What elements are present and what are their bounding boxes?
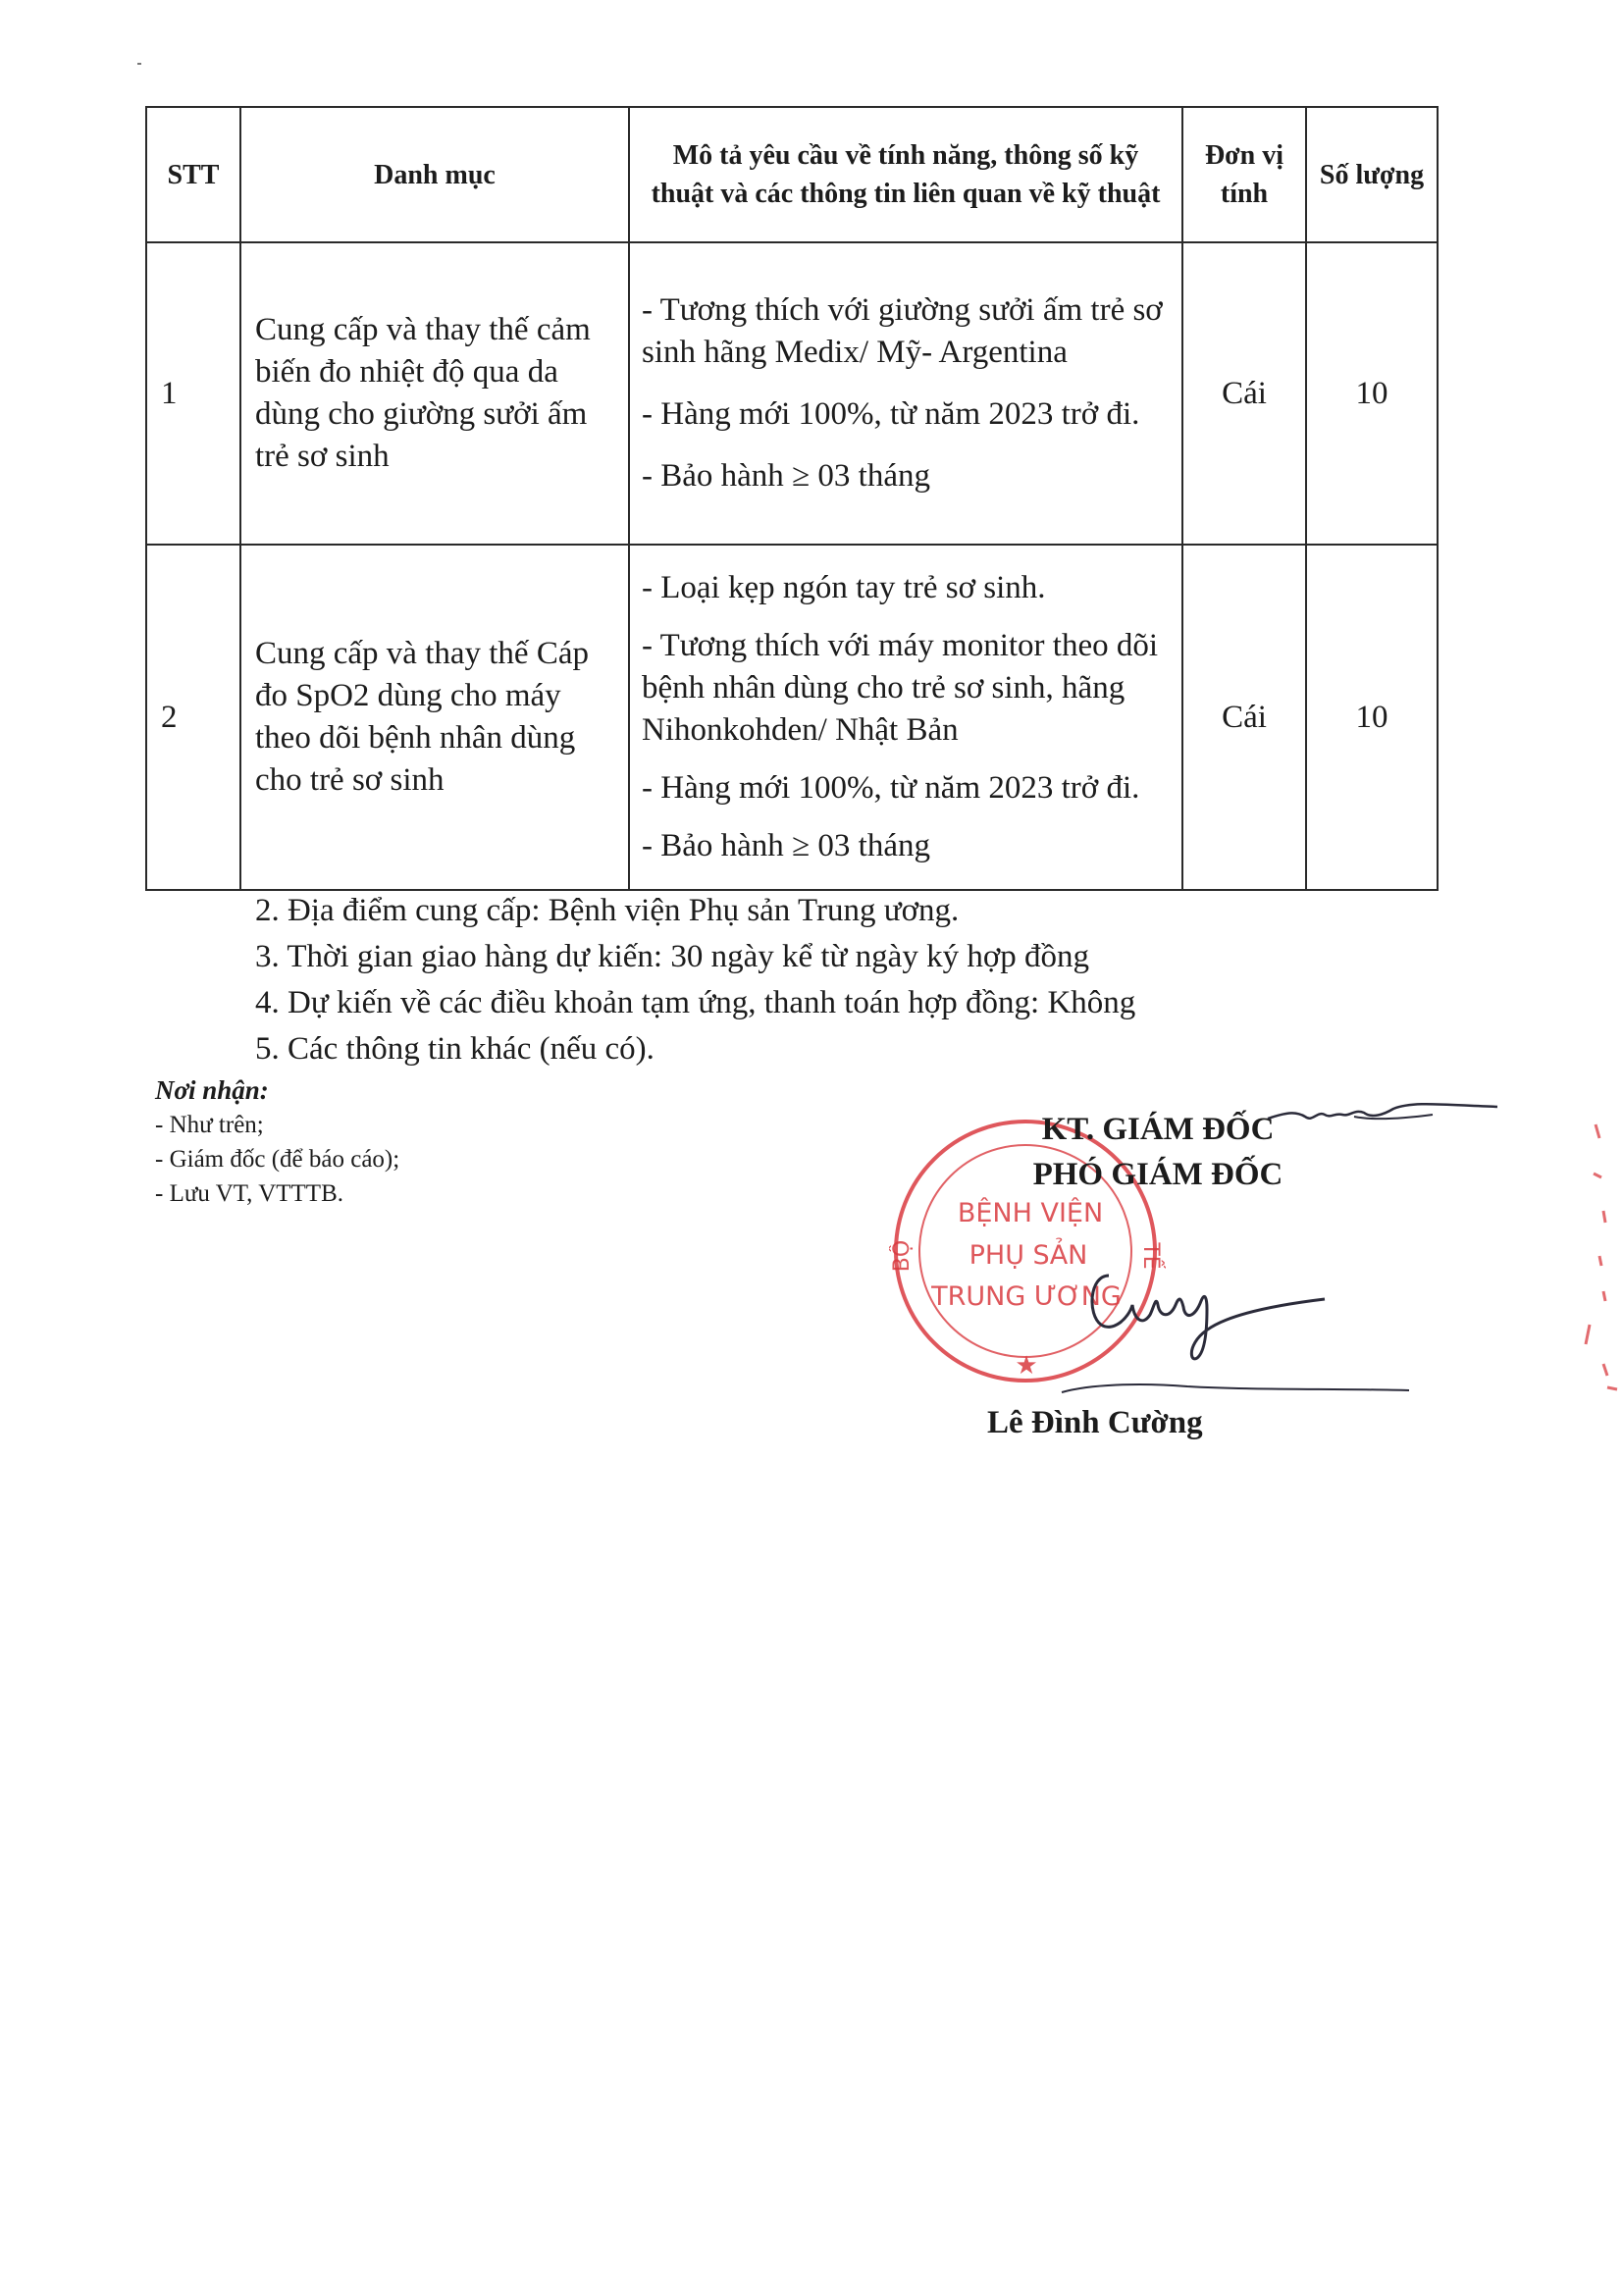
- table-row: [146, 242, 1438, 545]
- header-description: Mô tả yêu cầu về tính năng, thông số kỹ thuật và các thông tin liên quan về kỹ thuật: [629, 107, 1182, 242]
- row-quantity: 10: [1306, 545, 1438, 890]
- header-category: Danh mục: [240, 107, 629, 242]
- note-item: 2. Địa điểm cung cấp: Bệnh viện Phụ sản Trung ương.: [255, 893, 960, 928]
- note-item: 4. Dự kiến về các điều khoản tạm ứng, thanh toán hợp đồng: Không: [255, 985, 1136, 1020]
- signature-icon: [1079, 1236, 1335, 1364]
- note-item: 5. Các thông tin khác (nếu có).: [255, 1031, 654, 1067]
- desc-line: - Hàng mới 100%, từ năm 2023 trở đi.: [642, 770, 1140, 806]
- row-unit: Cái: [1182, 545, 1306, 890]
- stamp-right-text: TẾ: [1138, 1242, 1163, 1270]
- header-quantity: Số lượng: [1306, 107, 1438, 242]
- row-category: Cung cấp và thay thế cảm biến đo nhiệt độ qua da dùng cho giường sưởi ấm trẻ sơ sinh: [240, 242, 629, 545]
- desc-line: - Bảo hành ≥ 03 tháng: [642, 828, 930, 863]
- stamp-line-1: BỆNH VIỆN: [957, 1198, 1104, 1228]
- stamp-line-3: TRUNG ƯƠNG: [931, 1281, 1122, 1312]
- specification-table: [145, 106, 1439, 891]
- recipient-item: - Như trên;: [155, 1112, 264, 1138]
- table-header-row: [146, 107, 1438, 242]
- signature-title-line-2: PHÓ GIÁM ĐỐC: [1032, 1157, 1283, 1192]
- recipient-item: - Lưu VT, VTTTB.: [155, 1180, 344, 1207]
- desc-line: - Bảo hành ≥ 03 tháng: [642, 458, 930, 494]
- desc-line: - Tương thích với máy monitor theo dõi bệnh nhân dùng cho trẻ sơ sinh, hãng Nihonkohden/ Nhật Bản: [642, 628, 1159, 748]
- initials-stroke-icon: [1266, 1097, 1501, 1136]
- row-description: [629, 545, 1182, 890]
- row-category: Cung cấp và thay thế Cáp đo SpO2 dùng cho máy theo dõi bệnh nhân dùng cho trẻ sơ sinh: [240, 545, 629, 890]
- recipients-heading: Nơi nhận:: [155, 1075, 269, 1105]
- stamp-left-text: BỘ: [890, 1239, 915, 1273]
- stamp-line-2: PHỤ SẢN: [969, 1240, 1088, 1271]
- signature-title-line-1: KT. GIÁM ĐỐC: [1041, 1112, 1275, 1147]
- table-row: [146, 545, 1438, 890]
- desc-line: - Hàng mới 100%, từ năm 2023 trở đi.: [642, 396, 1140, 432]
- edge-stamp-fragment-icon: [1582, 1109, 1621, 1403]
- header-unit: Đơn vị tính: [1182, 107, 1306, 242]
- row-quantity: 10: [1306, 242, 1438, 545]
- note-item: 3. Thời gian giao hàng dự kiến: 30 ngày kể từ ngày ký hợp đồng: [255, 939, 1090, 974]
- row-unit: Cái: [1182, 242, 1306, 545]
- row-description: [629, 242, 1182, 545]
- row-stt: 1: [146, 242, 240, 545]
- signer-name: Lê Đình Cường: [987, 1405, 1203, 1440]
- stamp-star-icon: ★: [1015, 1351, 1038, 1381]
- desc-line: - Tương thích với giường sưởi ấm trẻ sơ sinh hãng Medix/ Mỹ- Argentina: [642, 292, 1163, 370]
- header-stt: STT: [146, 107, 240, 242]
- notes-list: [255, 888, 1135, 1072]
- row-stt: 2: [146, 545, 240, 890]
- scan-speck: [137, 63, 141, 65]
- underline-stroke-icon: [1060, 1379, 1413, 1408]
- recipients-block: [155, 1073, 399, 1211]
- desc-line: - Loại kẹp ngón tay trẻ sơ sinh.: [642, 570, 1046, 605]
- recipient-item: - Giám đốc (để báo cáo);: [155, 1146, 400, 1173]
